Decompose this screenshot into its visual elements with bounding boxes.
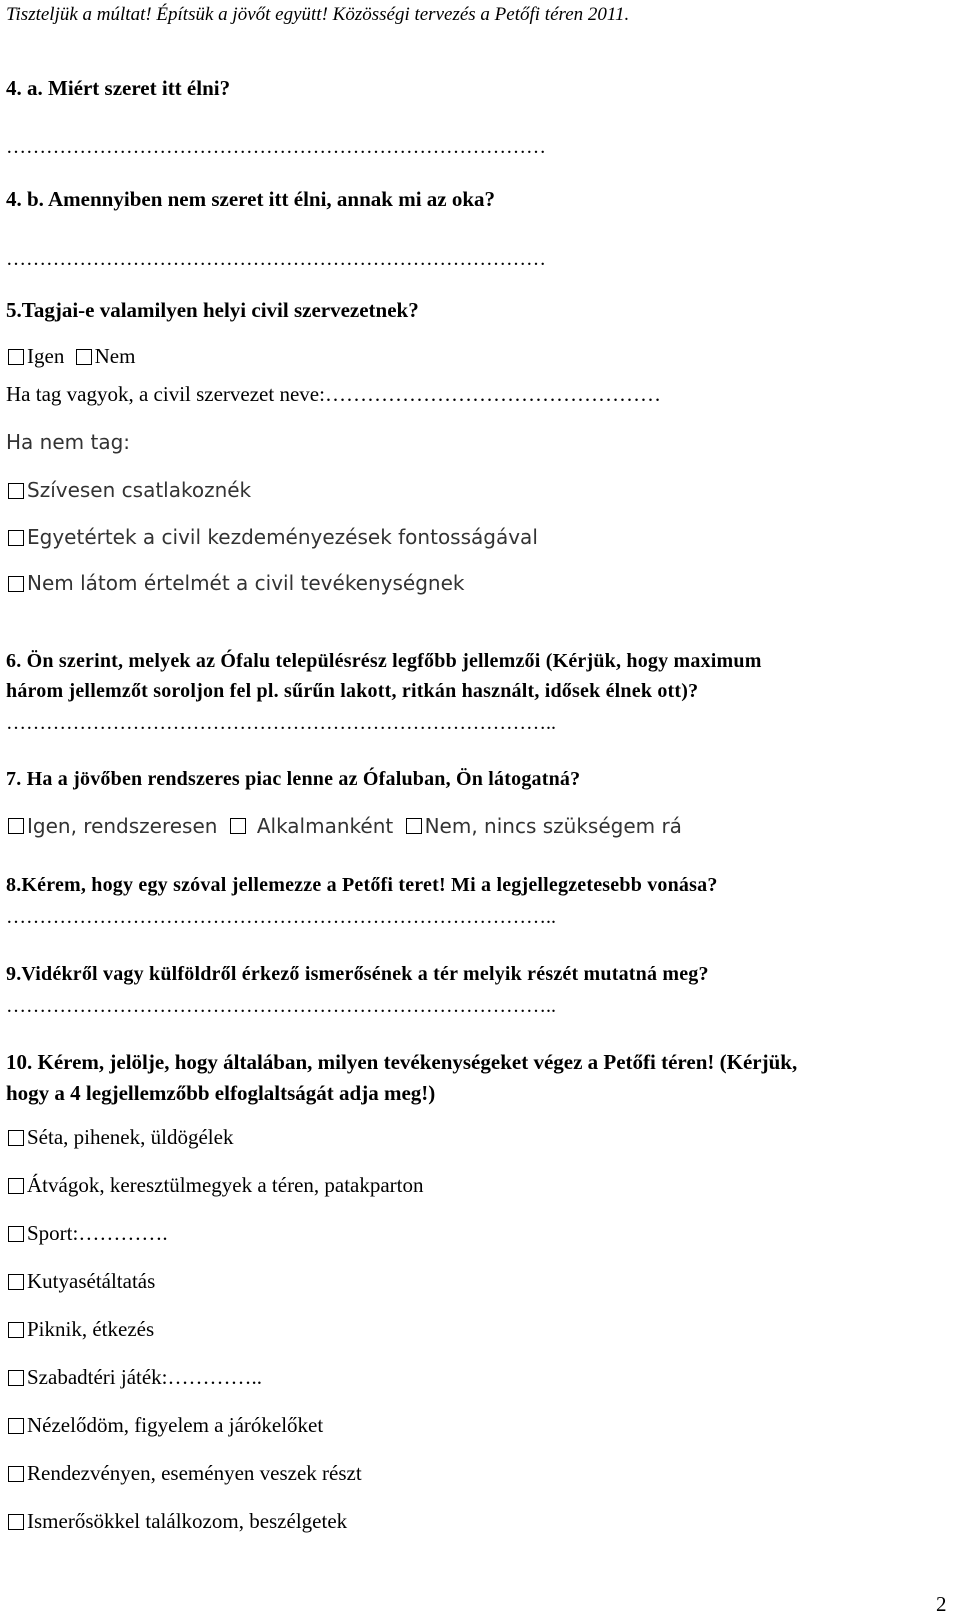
- answer-line-4a[interactable]: ………………………………………………………………………: [6, 136, 546, 158]
- option-label: Alkalmanként: [256, 814, 394, 838]
- question-7: 7. Ha a jövőben rendszeres piac lenne az Ófaluban, Ön látogatná?: [6, 768, 581, 790]
- option-nincs-szukseg[interactable]: [406, 814, 682, 838]
- activity-option-9[interactable]: [8, 1509, 347, 1534]
- question-10-line1: 10. Kérem, jelölje, hogy általában, milyen tevékenységeket végez a Petőfi téren! (Kérjük,: [6, 1050, 798, 1074]
- checkbox-icon[interactable]: [8, 1130, 24, 1146]
- nonmember-option-1[interactable]: [8, 478, 251, 502]
- option-label: Nem: [94, 344, 136, 368]
- checkbox-icon[interactable]: [8, 1466, 24, 1482]
- question-7-options: [8, 814, 682, 839]
- option-rendszeresen[interactable]: [8, 814, 217, 838]
- nonmember-option-3[interactable]: [8, 571, 464, 595]
- question-9: 9.Vidékről vagy külföldről érkező ismerősének a tér melyik részét mutatná meg?: [6, 963, 709, 985]
- nonmember-label: Ha nem tag:: [6, 430, 131, 454]
- activity-option-2[interactable]: [8, 1173, 424, 1198]
- activity-option-3[interactable]: [8, 1221, 168, 1246]
- answer-line-9[interactable]: ………………………………………………………………………..: [6, 995, 556, 1017]
- question-10-line2: hogy a 4 legjellemzőbb elfoglaltságát adja meg!): [6, 1081, 436, 1105]
- checkbox-icon[interactable]: [8, 1274, 24, 1290]
- option-label: Nem, nincs szükségem rá: [424, 814, 682, 838]
- activity-option-5[interactable]: [8, 1317, 154, 1342]
- question-4b: 4. b. Amennyiben nem szeret itt élni, annak mi az oka?: [6, 187, 496, 211]
- nonmember-option-2[interactable]: [8, 525, 538, 549]
- question-4a: 4. a. Miért szeret itt élni?: [6, 76, 231, 100]
- checkbox-icon[interactable]: [406, 818, 422, 834]
- option-label: Nem látom értelmét a civil tevékenységnek: [27, 571, 465, 595]
- option-label: Piknik, étkezés: [27, 1317, 155, 1341]
- option-label: Igen: [27, 344, 65, 368]
- option-label: Szabadtéri játék:…………..: [27, 1365, 263, 1389]
- option-label: Átvágok, keresztülmegyek a téren, patakparton: [27, 1173, 424, 1197]
- checkbox-icon[interactable]: [8, 1514, 24, 1530]
- checkbox-icon[interactable]: [8, 1418, 24, 1434]
- activity-option-8[interactable]: [8, 1461, 362, 1486]
- checkbox-icon[interactable]: [8, 1178, 24, 1194]
- question-5: 5.Tagjai-e valamilyen helyi civil szervezetnek?: [6, 298, 419, 322]
- option-label: Nézelődöm, figyelem a járókelőket: [27, 1413, 324, 1437]
- member-name-field[interactable]: …………………………………………: [324, 382, 661, 406]
- activity-option-7[interactable]: [8, 1413, 323, 1438]
- checkbox-icon[interactable]: [8, 1226, 24, 1242]
- answer-line-4b[interactable]: ………………………………………………………………………: [6, 248, 546, 270]
- option-label: Igen, rendszeresen: [27, 814, 218, 838]
- checkbox-icon[interactable]: [8, 818, 24, 834]
- answer-line-6[interactable]: ………………………………………………………………………..: [6, 712, 556, 734]
- page-number: 2: [936, 1592, 947, 1616]
- checkbox-icon[interactable]: [8, 1370, 24, 1386]
- activity-option-4[interactable]: [8, 1269, 155, 1294]
- option-igen[interactable]: [8, 344, 64, 369]
- checkbox-icon[interactable]: [8, 576, 24, 592]
- option-nem[interactable]: [76, 344, 136, 369]
- checkbox-icon[interactable]: [76, 349, 92, 365]
- question-6-line1: 6. Ön szerint, melyek az Ófalu településrész legfőbb jellemzői (Kérjük, hogy maximum: [6, 650, 762, 672]
- member-line: [6, 382, 661, 407]
- option-label: Szívesen csatlakoznék: [27, 478, 252, 502]
- option-label: Séta, pihenek, üldögélek: [27, 1125, 234, 1149]
- page-header: Tiszteljük a múltat! Építsük a jövőt együtt! Közösségi tervezés a Petőfi téren 2011.: [6, 4, 630, 25]
- option-alkalmankent[interactable]: [230, 814, 393, 838]
- activity-option-6[interactable]: [8, 1365, 262, 1390]
- checkbox-icon[interactable]: [8, 530, 24, 546]
- activity-option-1[interactable]: [8, 1125, 233, 1150]
- member-label: Ha tag vagyok, a civil szervezet neve:: [6, 382, 325, 406]
- answer-line-8[interactable]: ………………………………………………………………………..: [6, 906, 556, 928]
- checkbox-icon[interactable]: [230, 818, 246, 834]
- checkbox-icon[interactable]: [8, 1322, 24, 1338]
- question-5-options: [8, 344, 135, 371]
- question-8: 8.Kérem, hogy egy szóval jellemezze a Petőfi teret! Mi a legjellegzetesebb vonása?: [6, 874, 718, 896]
- option-label: Ismerősökkel találkozom, beszélgetek: [27, 1509, 348, 1533]
- option-label: Sport:………….: [27, 1221, 168, 1245]
- checkbox-icon[interactable]: [8, 483, 24, 499]
- checkbox-icon[interactable]: [8, 349, 24, 365]
- question-6-line2: három jellemzőt soroljon fel pl. sűrűn lakott, ritkán használt, idősek élnek ott)?: [6, 680, 699, 702]
- option-label: Rendezvényen, eseményen veszek részt: [27, 1461, 362, 1485]
- option-label: Kutyasétáltatás: [27, 1269, 156, 1293]
- option-label: Egyetértek a civil kezdeményezések fontosságával: [27, 525, 538, 549]
